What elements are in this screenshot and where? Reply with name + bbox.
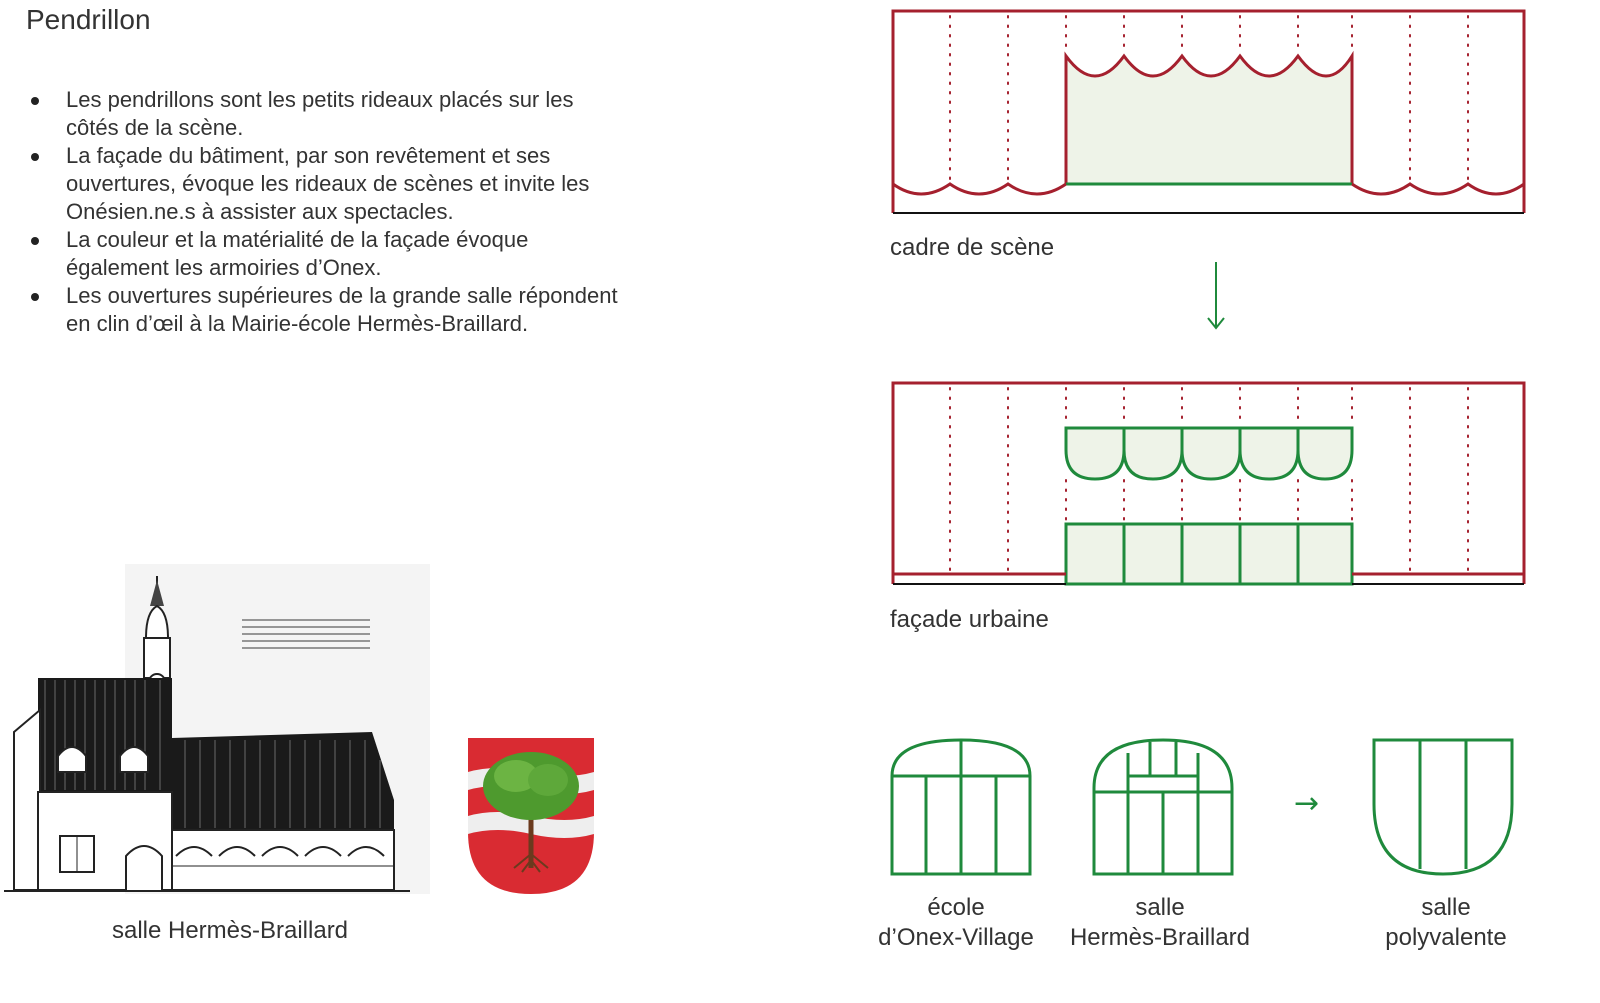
upper-openings	[1066, 428, 1352, 479]
caption-line: salle	[1135, 894, 1185, 921]
urban-facade-diagram	[890, 380, 1530, 590]
caption-salle-hermes-braillard	[1050, 893, 1270, 953]
caption-ecole-onex-village	[856, 893, 1056, 953]
urban-facade-caption: façade urbaine	[890, 606, 1049, 633]
caption-line: Hermès-Braillard	[1069, 924, 1251, 951]
stage-frame-caption: cadre de scène	[890, 234, 1055, 261]
window-salle-hermes-braillard	[1092, 738, 1234, 878]
bullet-item: La couleur et la matérialité de la façade évoque également les armoiries d’Onex.	[26, 226, 626, 282]
window-salle-polyvalente	[1372, 738, 1514, 878]
drawing-caption: salle Hermès-Braillard	[111, 917, 349, 944]
bullet-list	[26, 86, 626, 338]
caption-line: salle	[1421, 894, 1471, 921]
window-ecole-onex-village	[890, 738, 1032, 878]
stage-frame-diagram	[890, 8, 1530, 218]
bullet-item: La façade du bâtiment, par son revêtement et ses ouvertures, évoque les rideaux de scènes et invite les Onésien.ne.s à assister aux spectacles.	[26, 142, 626, 226]
bullet-item: Les ouvertures supérieures de la grande salle répondent en clin d’œil à la Mairie-école Hermès-Braillard.	[26, 282, 626, 338]
caption-salle-polyvalente	[1346, 893, 1546, 953]
caption-line: école	[927, 894, 985, 921]
arrow-right-icon: →	[1294, 786, 1320, 821]
caption-line: polyvalente	[1385, 924, 1507, 951]
caption-line: d’Onex-Village	[878, 924, 1034, 951]
arrow-down-icon	[1204, 260, 1228, 332]
bullet-item: Les pendrillons sont les petits rideaux placés sur les côtés de la scène.	[26, 86, 626, 142]
building-elevation-drawing	[0, 560, 440, 900]
page-title: Pendrillon	[26, 4, 151, 35]
lower-openings	[1066, 524, 1352, 584]
coat-of-arms-icon	[466, 736, 596, 896]
